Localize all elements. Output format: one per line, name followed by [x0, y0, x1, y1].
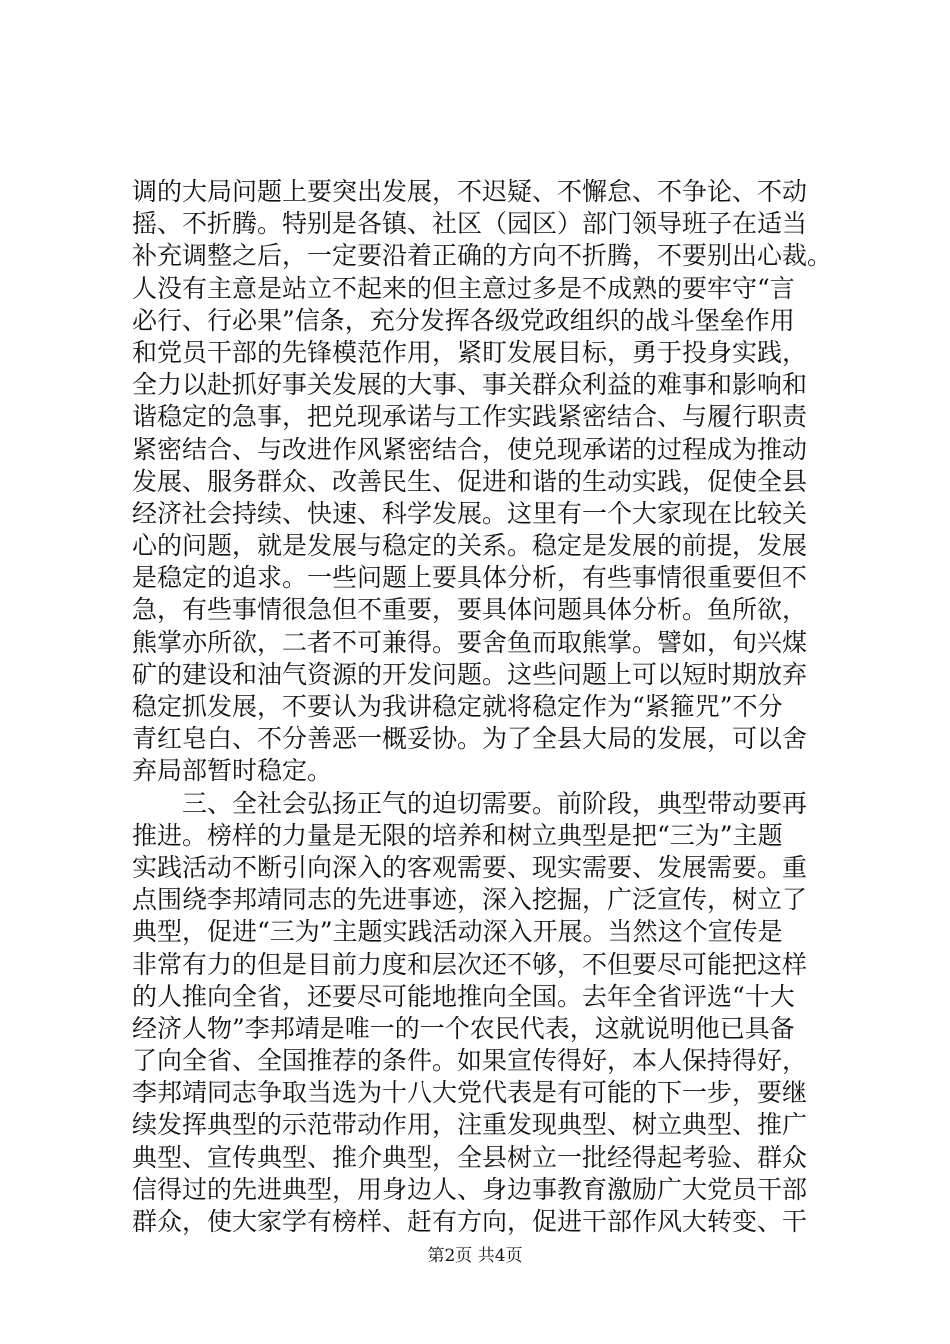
text-line: 推进。榜样的力量是无限的培养和树立典型是把“三为”主题	[132, 820, 783, 850]
text-line: 续发挥典型的示范带动作用，注重发现典型、树立典型、推广	[132, 1110, 808, 1140]
text-line: 矿的建设和油气资源的开发问题。这些问题上可以短时期放弃	[132, 659, 808, 689]
text-line: 全力以赴抓好事关发展的大事、事关群众利益的难事和影响和	[132, 370, 808, 400]
section-heading-line: 三、全社会弘扬正气的迫切需要。前阶段，典型带动要再	[182, 788, 808, 818]
text-line: 的人推向全省，还要尽可能地推向全国。去年全省评选“十大	[132, 981, 795, 1011]
page-number-footer: 第2页 共4页	[427, 1246, 523, 1266]
text-line: 是稳定的追求。一些问题上要具体分析，有些事情很重要但不	[132, 563, 808, 593]
text-line: 点围绕李邦靖同志的先进事迹，深入挖掘，广泛宣传，树立了	[132, 885, 808, 915]
text-line: 李邦靖同志争取当选为十八大党代表是有可能的下一步，要继	[132, 1078, 808, 1108]
text-line: 稳定抓发展，不要认为我讲稳定就将稳定作为“紧箍咒”不分	[132, 692, 783, 721]
text-line: 非常有力的但是目前力度和层次还不够，不但要尽可能把这样	[132, 949, 808, 979]
text-line: 青红皂白、不分善恶一概妥协。为了全县大局的发展，可以舍	[132, 724, 808, 754]
text-line: 弃局部暂时稳定。	[132, 756, 333, 786]
text-line: 发展、服务群众、改善民生、促进和谐的生动实践，促使全县	[132, 466, 808, 496]
text-line: 典型，促进“三为”主题实践活动深入开展。当然这个宣传是	[132, 917, 783, 947]
text-line: 急，有些事情很急但不重要，要具体问题具体分析。鱼所欲，	[132, 595, 808, 625]
text-line: 群众，使大家学有榜样、赶有方向，促进干部作风大转变、干	[132, 1207, 808, 1236]
text-line: 了向全省、全国推荐的条件。如果宣传得好，本人保持得好，	[132, 1046, 808, 1076]
text-line: 摇、不折腾。特别是各镇、社区（园区）部门领导班子在适当	[132, 209, 808, 239]
text-line: 熊掌亦所欲，二者不可兼得。要舍鱼而取熊掌。譬如，旬兴煤	[132, 627, 808, 657]
text-line: 必行、行必果”信条，充分发挥各级党政组织的战斗堡垒作用	[132, 305, 795, 335]
text-line: 心的问题，就是发展与稳定的关系。稳定是发展的前提，发展	[132, 531, 808, 561]
body-text	[132, 176, 832, 1238]
text-line: 人没有主意是站立不起来的但主意过多是不成熟的要牢守“言	[132, 273, 795, 303]
text-line: 经济社会持续、快速、科学发展。这里有一个大家现在比较关	[132, 498, 808, 528]
text-line: 紧密结合、与改进作风紧密结合，使兑现承诺的过程成为推动	[132, 434, 808, 464]
text-line: 典型、宣传典型、推介典型，全县树立一批经得起考验、群众	[132, 1142, 808, 1172]
text-line: 谐稳定的急事，把兑现承诺与工作实践紧密结合、与履行职责	[132, 402, 808, 432]
text-line: 信得过的先进典型，用身边人、身边事教育激励广大党员干部	[132, 1174, 808, 1204]
text-line: 和党员干部的先锋模范作用，紧盯发展目标，勇于投身实践，	[132, 337, 808, 367]
text-line: 经济人物”李邦靖是唯一的一个农民代表，这就说明他已具备	[132, 1013, 795, 1043]
text-line: 实践活动不断引向深入的客观需要、现实需要、发展需要。重	[132, 852, 808, 882]
text-line: 补充调整之后，一定要沿着正确的方向不折腾，不要别出心裁。	[132, 241, 833, 271]
text-line: 调的大局问题上要突出发展，不迟疑、不懈怠、不争论、不动	[132, 177, 808, 206]
